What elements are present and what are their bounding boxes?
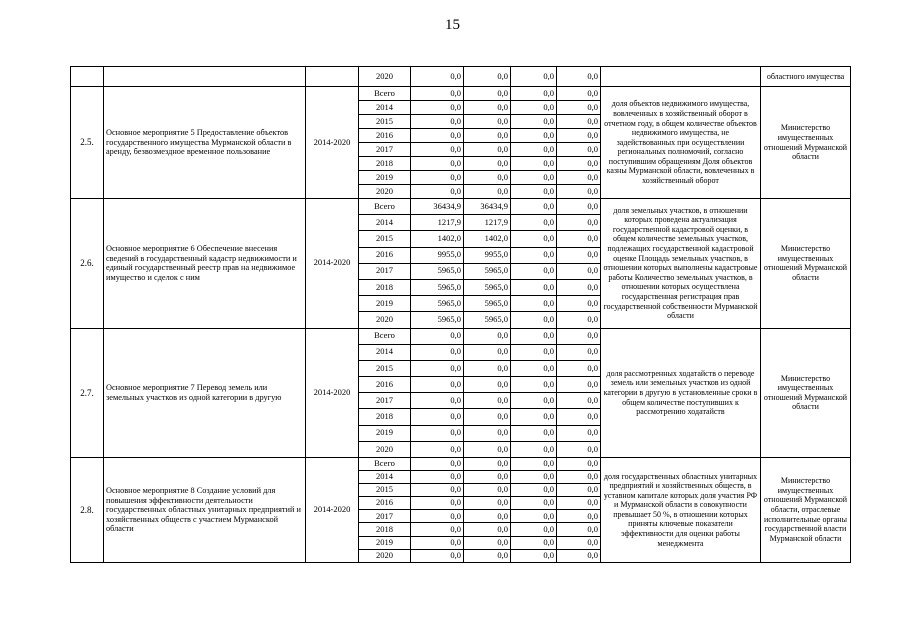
value-cell: 0,0 — [557, 247, 601, 263]
activity-number: 2.6. — [71, 199, 104, 329]
value-cell: 0,0 — [411, 425, 464, 441]
value-cell: 0,0 — [557, 101, 601, 115]
value-cell: 0,0 — [557, 87, 601, 101]
value-cell: 0,0 — [557, 510, 601, 523]
value-cell: 0,0 — [464, 87, 511, 101]
indicator-text: доля государственных областных унитарных предприятий и хозяйственных обществ, в уставном капитале которых доля участия РФ и Мурманской области в совокупности превышает 50 %, в отношении которых приняты ключевые показатели эффективности для оценки работы менеджмента — [601, 458, 761, 563]
value-cell: 5965,0 — [464, 263, 511, 279]
year-cell: 2018 — [359, 523, 411, 536]
value-cell: 5965,0 — [411, 312, 464, 328]
value-cell: 0,0 — [411, 393, 464, 409]
value-cell: 0,0 — [557, 157, 601, 171]
value-cell: 0,0 — [464, 157, 511, 171]
table-row — [71, 87, 851, 101]
year-cell: 2019 — [359, 536, 411, 549]
value-cell: 0,0 — [464, 441, 511, 457]
value-cell: 5965,0 — [464, 296, 511, 312]
value-cell: 0,0 — [464, 143, 511, 157]
value-cell: 5965,0 — [464, 279, 511, 295]
activity-number: 2.5. — [71, 87, 104, 199]
value-cell: 0,0 — [464, 484, 511, 497]
activity-name: Основное мероприятие 7 Перевод земель или земельных участков из одной категории в другую — [104, 328, 306, 458]
value-cell: 0,0 — [511, 328, 557, 344]
value-cell: 0,0 — [464, 344, 511, 360]
value-cell: 0,0 — [557, 129, 601, 143]
value-cell: 1217,9 — [464, 215, 511, 231]
value-cell: 0,0 — [411, 377, 464, 393]
value-cell: 0,0 — [557, 344, 601, 360]
value-cell: 36434,9 — [464, 199, 511, 215]
year-cell: 2020 — [359, 312, 411, 328]
year-cell: Всего — [359, 328, 411, 344]
value-cell: 0,0 — [464, 393, 511, 409]
value-cell: 0,0 — [557, 312, 601, 328]
value-cell: 0,0 — [511, 87, 557, 101]
value-cell: 0,0 — [557, 279, 601, 295]
year-cell: 2016 — [359, 377, 411, 393]
value-cell: 0,0 — [511, 484, 557, 497]
year-cell: 2020 — [359, 549, 411, 562]
year-cell: 2018 — [359, 409, 411, 425]
value-cell: 0,0 — [557, 67, 601, 87]
value-cell: 0,0 — [411, 523, 464, 536]
activity-period: 2014-2020 — [306, 458, 359, 563]
value-cell: 0,0 — [464, 425, 511, 441]
year-cell: 2014 — [359, 101, 411, 115]
year-cell: 2014 — [359, 471, 411, 484]
value-cell: 0,0 — [511, 409, 557, 425]
value-cell: 0,0 — [411, 441, 464, 457]
value-cell: 9955,0 — [464, 247, 511, 263]
value-cell: 0,0 — [511, 157, 557, 171]
year-cell: 2016 — [359, 247, 411, 263]
year-cell: 2020 — [359, 67, 411, 87]
period-cell — [306, 67, 359, 87]
value-cell: 0,0 — [511, 263, 557, 279]
value-cell: 0,0 — [511, 344, 557, 360]
value-cell: 0,0 — [511, 67, 557, 87]
year-cell: 2015 — [359, 360, 411, 376]
value-cell: 0,0 — [511, 129, 557, 143]
value-cell: 0,0 — [411, 185, 464, 199]
value-cell: 0,0 — [411, 171, 464, 185]
value-cell: 0,0 — [511, 115, 557, 129]
value-cell: 0,0 — [511, 471, 557, 484]
value-cell: 0,0 — [557, 185, 601, 199]
value-cell: 0,0 — [411, 115, 464, 129]
year-cell: 2014 — [359, 215, 411, 231]
value-cell: 0,0 — [511, 425, 557, 441]
value-cell: 0,0 — [557, 360, 601, 376]
indicator-cell — [601, 67, 761, 87]
value-cell: 0,0 — [511, 441, 557, 457]
value-cell: 0,0 — [557, 497, 601, 510]
table-row — [71, 199, 851, 215]
value-cell: 0,0 — [411, 157, 464, 171]
value-cell: 0,0 — [464, 115, 511, 129]
value-cell: 0,0 — [511, 171, 557, 185]
value-cell: 0,0 — [464, 171, 511, 185]
program-activities-table — [70, 66, 851, 563]
value-cell: 0,0 — [511, 199, 557, 215]
value-cell: 0,0 — [464, 101, 511, 115]
value-cell: 0,0 — [411, 549, 464, 562]
year-cell: Всего — [359, 199, 411, 215]
value-cell: 1402,0 — [411, 231, 464, 247]
value-cell: 0,0 — [464, 360, 511, 376]
value-cell: 0,0 — [557, 143, 601, 157]
value-cell: 0,0 — [511, 458, 557, 471]
activity-name: Основное мероприятие 5 Предоставление объектов государственного имущества Мурманской области в аренду, безвозмездное временное пользование — [104, 87, 306, 199]
value-cell: 0,0 — [411, 409, 464, 425]
value-cell: 0,0 — [511, 510, 557, 523]
value-cell: 5965,0 — [464, 312, 511, 328]
value-cell: 9955,0 — [411, 247, 464, 263]
activity-period: 2014-2020 — [306, 199, 359, 329]
year-cell: 2020 — [359, 185, 411, 199]
indicator-text: доля рассмотренных ходатайств о переводе земель или земельных участков из одной категории в другую в установленные сроки в общем количестве поступивших к рассмотрению ходатайств — [601, 328, 761, 458]
value-cell: 0,0 — [411, 129, 464, 143]
year-cell: 2018 — [359, 157, 411, 171]
value-cell: 0,0 — [411, 101, 464, 115]
activity-name: Основное мероприятие 6 Обеспечение внесения сведений в государственный кадастр недвижимости и единый государственный реестр прав на недвижимое имущество и сделок с ним — [104, 199, 306, 329]
name-cell — [104, 67, 306, 87]
value-cell: 0,0 — [464, 458, 511, 471]
value-cell: 0,0 — [411, 484, 464, 497]
activity-period: 2014-2020 — [306, 328, 359, 458]
value-cell: 0,0 — [511, 143, 557, 157]
activity-number: 2.8. — [71, 458, 104, 563]
year-cell: 2020 — [359, 441, 411, 457]
value-cell: 0,0 — [511, 215, 557, 231]
value-cell: 0,0 — [511, 101, 557, 115]
year-cell: 2015 — [359, 115, 411, 129]
activity-name: Основное мероприятие 8 Создание условий для повышения эффективности деятельности государственных областных унитарных предприятий и хозяйственных обществ с участием Мурманской области — [104, 458, 306, 563]
table-row — [71, 67, 851, 87]
value-cell: 0,0 — [557, 441, 601, 457]
year-cell: 2017 — [359, 263, 411, 279]
value-cell: 0,0 — [464, 510, 511, 523]
value-cell: 0,0 — [464, 536, 511, 549]
value-cell: 5965,0 — [411, 296, 464, 312]
value-cell: 0,0 — [557, 215, 601, 231]
value-cell: 0,0 — [464, 471, 511, 484]
value-cell: 0,0 — [557, 328, 601, 344]
value-cell: 0,0 — [511, 536, 557, 549]
value-cell: 0,0 — [511, 377, 557, 393]
year-cell: 2019 — [359, 296, 411, 312]
value-cell: 0,0 — [411, 344, 464, 360]
value-cell: 1402,0 — [464, 231, 511, 247]
value-cell: 0,0 — [557, 458, 601, 471]
value-cell: 0,0 — [557, 296, 601, 312]
value-cell: 0,0 — [557, 115, 601, 129]
value-cell: 0,0 — [511, 523, 557, 536]
value-cell: 0,0 — [464, 377, 511, 393]
activity-period: 2014-2020 — [306, 87, 359, 199]
value-cell: 0,0 — [411, 143, 464, 157]
value-cell: 0,0 — [464, 523, 511, 536]
value-cell: 0,0 — [411, 536, 464, 549]
value-cell: 0,0 — [511, 247, 557, 263]
executor-text: Министерство имущественных отношений Мурманской области, отраслевые исполнительные органы государственной власти Мурманской области — [761, 458, 851, 563]
value-cell: 0,0 — [464, 328, 511, 344]
year-cell: Всего — [359, 87, 411, 101]
year-cell: 2019 — [359, 171, 411, 185]
year-cell: 2017 — [359, 143, 411, 157]
executor-text: Министерство имущественных отношений Мурманской области — [761, 87, 851, 199]
value-cell: 0,0 — [411, 510, 464, 523]
value-cell: 0,0 — [464, 185, 511, 199]
year-cell: 2017 — [359, 510, 411, 523]
value-cell: 0,0 — [557, 549, 601, 562]
indicator-text: доля земельных участков, в отношении которых проведена актуализация государственной кадастровой оценки, в общем количестве земельных участков, подлежащих государственной кадастровой оценке Площадь земельных участков, в отношении которых выполнены кадастровые работы Количество земельных участков, в отношении которых осуществлена государственная регистрация прав государственной собственности Мурманской области — [601, 199, 761, 329]
year-cell: 2016 — [359, 497, 411, 510]
year-cell: 2019 — [359, 425, 411, 441]
value-cell: 0,0 — [511, 312, 557, 328]
value-cell: 0,0 — [557, 231, 601, 247]
value-cell: 0,0 — [557, 263, 601, 279]
value-cell: 0,0 — [511, 549, 557, 562]
year-cell: 2018 — [359, 279, 411, 295]
value-cell: 0,0 — [511, 231, 557, 247]
value-cell: 36434,9 — [411, 199, 464, 215]
year-cell: Всего — [359, 458, 411, 471]
value-cell: 0,0 — [557, 523, 601, 536]
executor-cell: областного имущества — [761, 67, 851, 87]
value-cell: 0,0 — [557, 536, 601, 549]
year-cell: 2015 — [359, 484, 411, 497]
year-cell: 2014 — [359, 344, 411, 360]
value-cell: 0,0 — [411, 458, 464, 471]
value-cell: 0,0 — [511, 185, 557, 199]
value-cell: 0,0 — [411, 67, 464, 87]
value-cell: 0,0 — [411, 87, 464, 101]
table-row — [71, 328, 851, 344]
value-cell: 5965,0 — [411, 279, 464, 295]
value-cell: 0,0 — [464, 129, 511, 143]
activity-number: 2.7. — [71, 328, 104, 458]
value-cell: 0,0 — [464, 409, 511, 425]
executor-text: Министерство имущественных отношений Мурманской области — [761, 199, 851, 329]
value-cell: 0,0 — [511, 296, 557, 312]
value-cell: 0,0 — [411, 497, 464, 510]
table-row — [71, 458, 851, 471]
value-cell: 0,0 — [557, 393, 601, 409]
year-cell: 2015 — [359, 231, 411, 247]
value-cell: 0,0 — [464, 67, 511, 87]
value-cell: 0,0 — [411, 471, 464, 484]
value-cell: 0,0 — [511, 279, 557, 295]
value-cell: 0,0 — [511, 497, 557, 510]
value-cell: 1217,9 — [411, 215, 464, 231]
indicator-text: доля объектов недвижимого имущества, вовлеченных в хозяйственный оборот в отчетном году, в общем количестве объектов недвижимого имущества, не задействованных при осуществлении региональных полномочий, согласно поступившим обращениям Доля объектов казны Мурманской области, вовлеченных в хозяйственный оборот — [601, 87, 761, 199]
page-number: 15 — [445, 17, 460, 33]
value-cell: 0,0 — [557, 484, 601, 497]
executor-text: Министерство имущественных отношений Мурманской области — [761, 328, 851, 458]
num-cell — [71, 67, 104, 87]
year-cell: 2016 — [359, 129, 411, 143]
value-cell: 0,0 — [557, 409, 601, 425]
year-cell: 2017 — [359, 393, 411, 409]
value-cell: 0,0 — [557, 377, 601, 393]
value-cell: 0,0 — [411, 328, 464, 344]
value-cell: 0,0 — [464, 549, 511, 562]
value-cell: 0,0 — [511, 393, 557, 409]
value-cell: 0,0 — [557, 171, 601, 185]
value-cell: 0,0 — [464, 497, 511, 510]
value-cell: 0,0 — [411, 360, 464, 376]
value-cell: 0,0 — [557, 199, 601, 215]
value-cell: 0,0 — [511, 360, 557, 376]
value-cell: 0,0 — [557, 425, 601, 441]
value-cell: 5965,0 — [411, 263, 464, 279]
value-cell: 0,0 — [557, 471, 601, 484]
